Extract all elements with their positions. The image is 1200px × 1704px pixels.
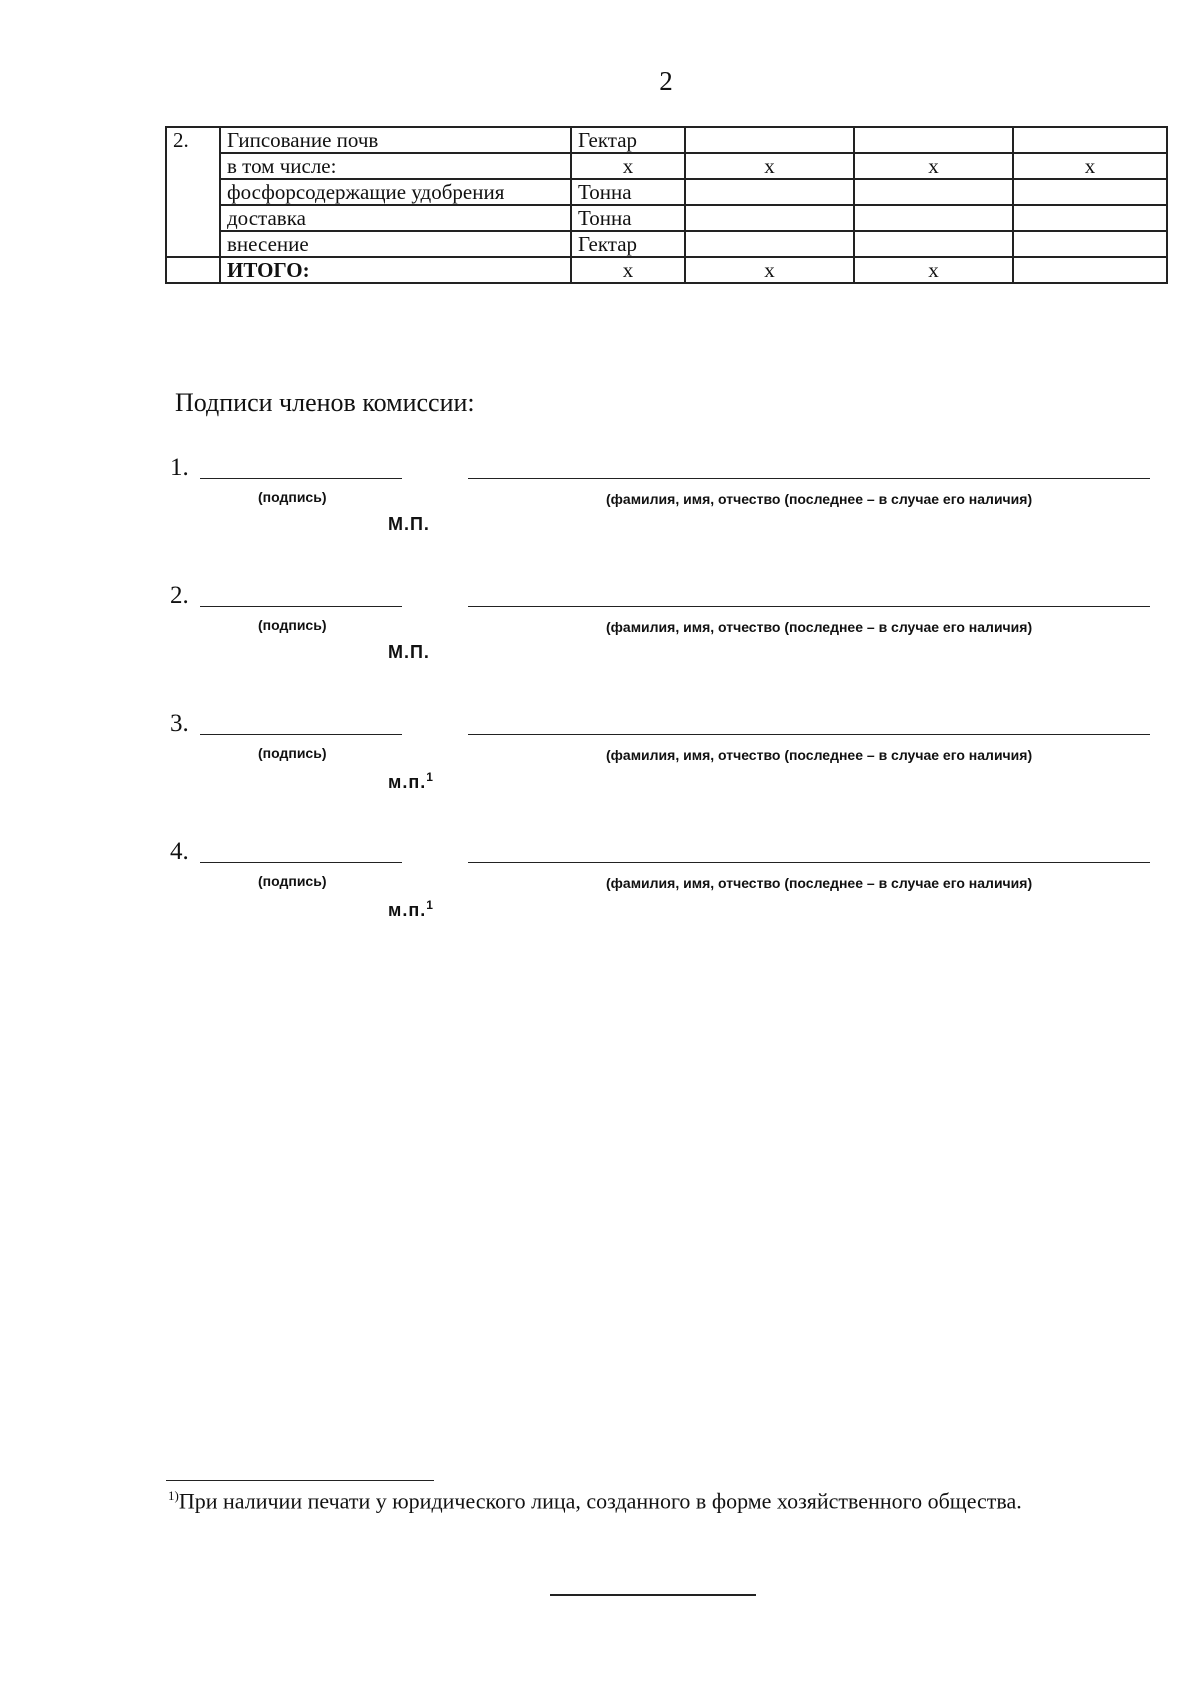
footnote-text: При наличии печати у юридического лица, созданного в форме хозяйственного общества. — [178, 1488, 1022, 1514]
row-value-3 — [1013, 231, 1167, 257]
footnote-ref: 1 — [426, 898, 434, 912]
signature-line[interactable] — [200, 606, 402, 607]
signature-caption: (подпись) — [258, 617, 327, 633]
signature-number: 2. — [170, 582, 189, 609]
table-row — [166, 231, 1167, 257]
row-value-3 — [1013, 205, 1167, 231]
full-name-line[interactable] — [468, 478, 1150, 479]
page-number: 2 — [659, 66, 673, 96]
row-value-2: х — [854, 257, 1013, 283]
row-name: доставка — [220, 205, 571, 231]
row-value-1 — [685, 231, 854, 257]
signature-line[interactable] — [200, 478, 402, 479]
row-number — [166, 257, 220, 283]
full-name-caption: (фамилия, имя, отчество (последнее – в случае его наличия) — [606, 747, 1033, 763]
row-value-1 — [685, 127, 854, 153]
total-label: ИТОГО: — [220, 257, 571, 283]
row-value-3: х — [1013, 153, 1167, 179]
row-value-1 — [685, 179, 854, 205]
full-name-line[interactable] — [468, 606, 1150, 607]
row-name: Гипсование почв — [220, 127, 571, 153]
signature-block-4 — [170, 838, 1150, 948]
row-value-1: х — [685, 153, 854, 179]
table-row — [166, 205, 1167, 231]
full-name-caption: (фамилия, имя, отчество (последнее – в случае его наличия) — [606, 619, 1033, 635]
full-name-caption: (фамилия, имя, отчество (последнее – в случае его наличия) — [606, 875, 1033, 891]
footnote — [168, 1488, 1022, 1514]
signature-caption: (подпись) — [258, 873, 327, 889]
signature-line[interactable] — [200, 734, 402, 735]
signatures-heading: Подписи членов комиссии: — [175, 388, 475, 417]
row-value-2: х — [854, 153, 1013, 179]
row-value-3 — [1013, 257, 1167, 283]
table-row-total — [166, 257, 1167, 283]
row-unit: х — [571, 153, 685, 179]
row-name: фосфорсодержащие удобрения — [220, 179, 571, 205]
stamp-label: М.П. — [388, 514, 430, 534]
full-name-line[interactable] — [468, 862, 1150, 863]
signature-number: 1. — [170, 454, 189, 481]
row-name: внесение — [220, 231, 571, 257]
signature-line[interactable] — [200, 862, 402, 863]
signature-block-3 — [170, 710, 1150, 820]
row-unit: Тонна — [571, 205, 685, 231]
footnote-ref: 1 — [426, 770, 434, 784]
row-unit: х — [571, 257, 685, 283]
row-unit: Гектар — [571, 127, 685, 153]
row-value-2 — [854, 205, 1013, 231]
row-name: в том числе: — [220, 153, 571, 179]
row-unit: Гектар — [571, 231, 685, 257]
signature-caption: (подпись) — [258, 745, 327, 761]
fertilizer-table — [165, 126, 1168, 284]
row-value-3 — [1013, 127, 1167, 153]
row-value-2 — [854, 231, 1013, 257]
stamp-label: м.п.$^1$ — [388, 898, 434, 920]
full-name-line[interactable] — [468, 734, 1150, 735]
signature-number: 4. — [170, 838, 189, 865]
row-number: 2. — [166, 127, 220, 257]
table-row — [166, 127, 1167, 153]
signature-block-2 — [170, 582, 1150, 692]
signature-caption: (подпись) — [258, 489, 327, 505]
row-value-2 — [854, 179, 1013, 205]
footnote-divider — [166, 1480, 434, 1481]
row-unit: Тонна — [571, 179, 685, 205]
row-value-1 — [685, 205, 854, 231]
row-value-1: х — [685, 257, 854, 283]
stamp-label: м.п.$^1$ — [388, 770, 434, 792]
full-name-caption: (фамилия, имя, отчество (последнее – в случае его наличия) — [606, 491, 1033, 507]
end-divider — [550, 1594, 756, 1596]
signature-number: 3. — [170, 710, 189, 737]
footnote-marker: 1) — [168, 1488, 179, 1503]
stamp-label: М.П. — [388, 642, 430, 662]
row-value-2 — [854, 127, 1013, 153]
table-row — [166, 179, 1167, 205]
row-value-3 — [1013, 179, 1167, 205]
signature-block-1 — [170, 454, 1150, 564]
table-row — [166, 153, 1167, 179]
